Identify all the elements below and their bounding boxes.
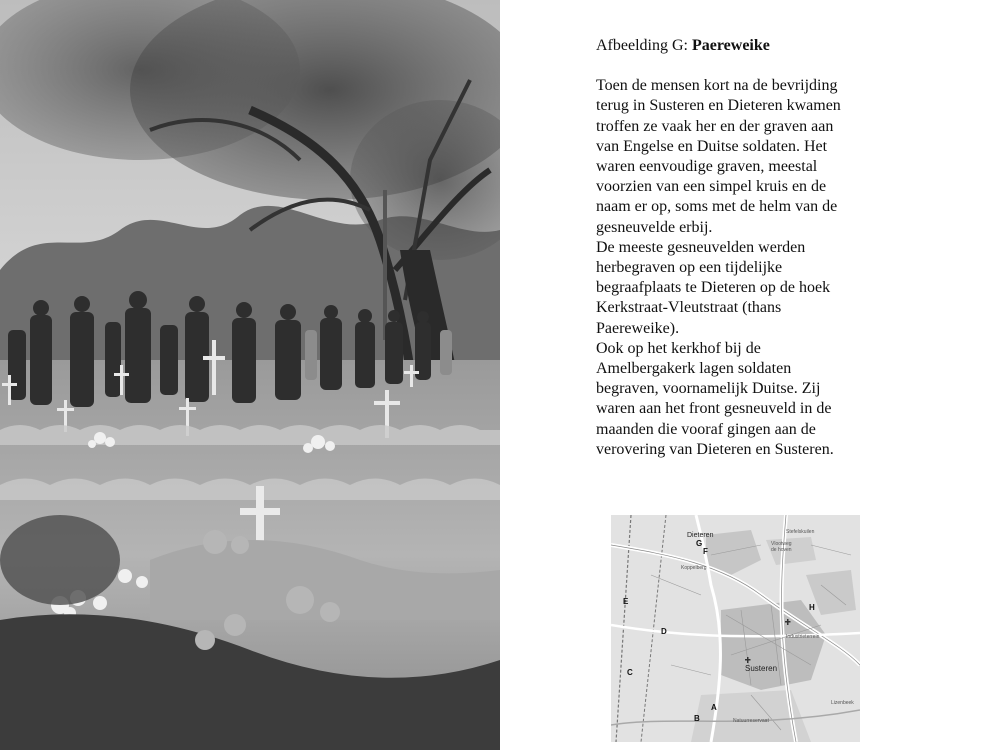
map-label-industrie: Industrieterrein (786, 634, 820, 640)
caption-block (596, 36, 896, 460)
map-marker-h: H (809, 603, 815, 612)
map-marker-f: F (703, 547, 708, 556)
caption-paragraph-2: De meeste gesneuvelden werden herbegraven op een tijdelijke begraafplaats te Dieteren op de hoek Kerkstraat-Vleutstraat (thans Paereweike). (596, 238, 831, 337)
caption-title (596, 36, 896, 56)
map-label-hoven: Vlootweg de hoven (771, 541, 792, 553)
map-marker-d: D (661, 627, 667, 636)
map-marker-c: C (627, 668, 633, 677)
map-marker-e: E (623, 597, 629, 606)
caption-paragraph-3: Ook op het kerkhof bij de Amelbergakerk lagen soldaten begraven, voornamelijk Duitse. Zij waren aan het front gesneuveld in de maanden die vooraf gingen aan de verovering van Dieteren en Susteren. (596, 339, 834, 458)
map-label-lizenbeek: Lizenbeek (831, 700, 854, 706)
area-map (611, 515, 860, 742)
map-label-koppelberg: Koppelberg (681, 565, 707, 571)
map-label-natuurreservaat: Natuurreservaat (733, 718, 769, 724)
map-marker-a: A (711, 703, 717, 712)
caption-title-prefix: Afbeelding G: (596, 37, 692, 54)
map-drawing (611, 515, 860, 742)
caption-title-name: Paereweike (691, 37, 770, 54)
map-marker-b: B (694, 714, 700, 723)
map-marker-g: G (696, 539, 703, 548)
map-label-susteren: Susteren (745, 664, 778, 673)
map-label-dieteren: Dieteren (687, 532, 714, 539)
caption-paragraph-1: Toen de mensen kort na de bevrijding terug in Susteren en Dieteren kwamen troffen ze vaak her en der graven aan van Engelse en Duitse soldaten. Het waren eenvoudige graven, meestal voorzien van een simpel kruis en de naam er op, soms met de helm van de gesneuvelde erbij. (596, 77, 841, 236)
map-label-galgenberg: Stefelskuilen (786, 529, 815, 535)
